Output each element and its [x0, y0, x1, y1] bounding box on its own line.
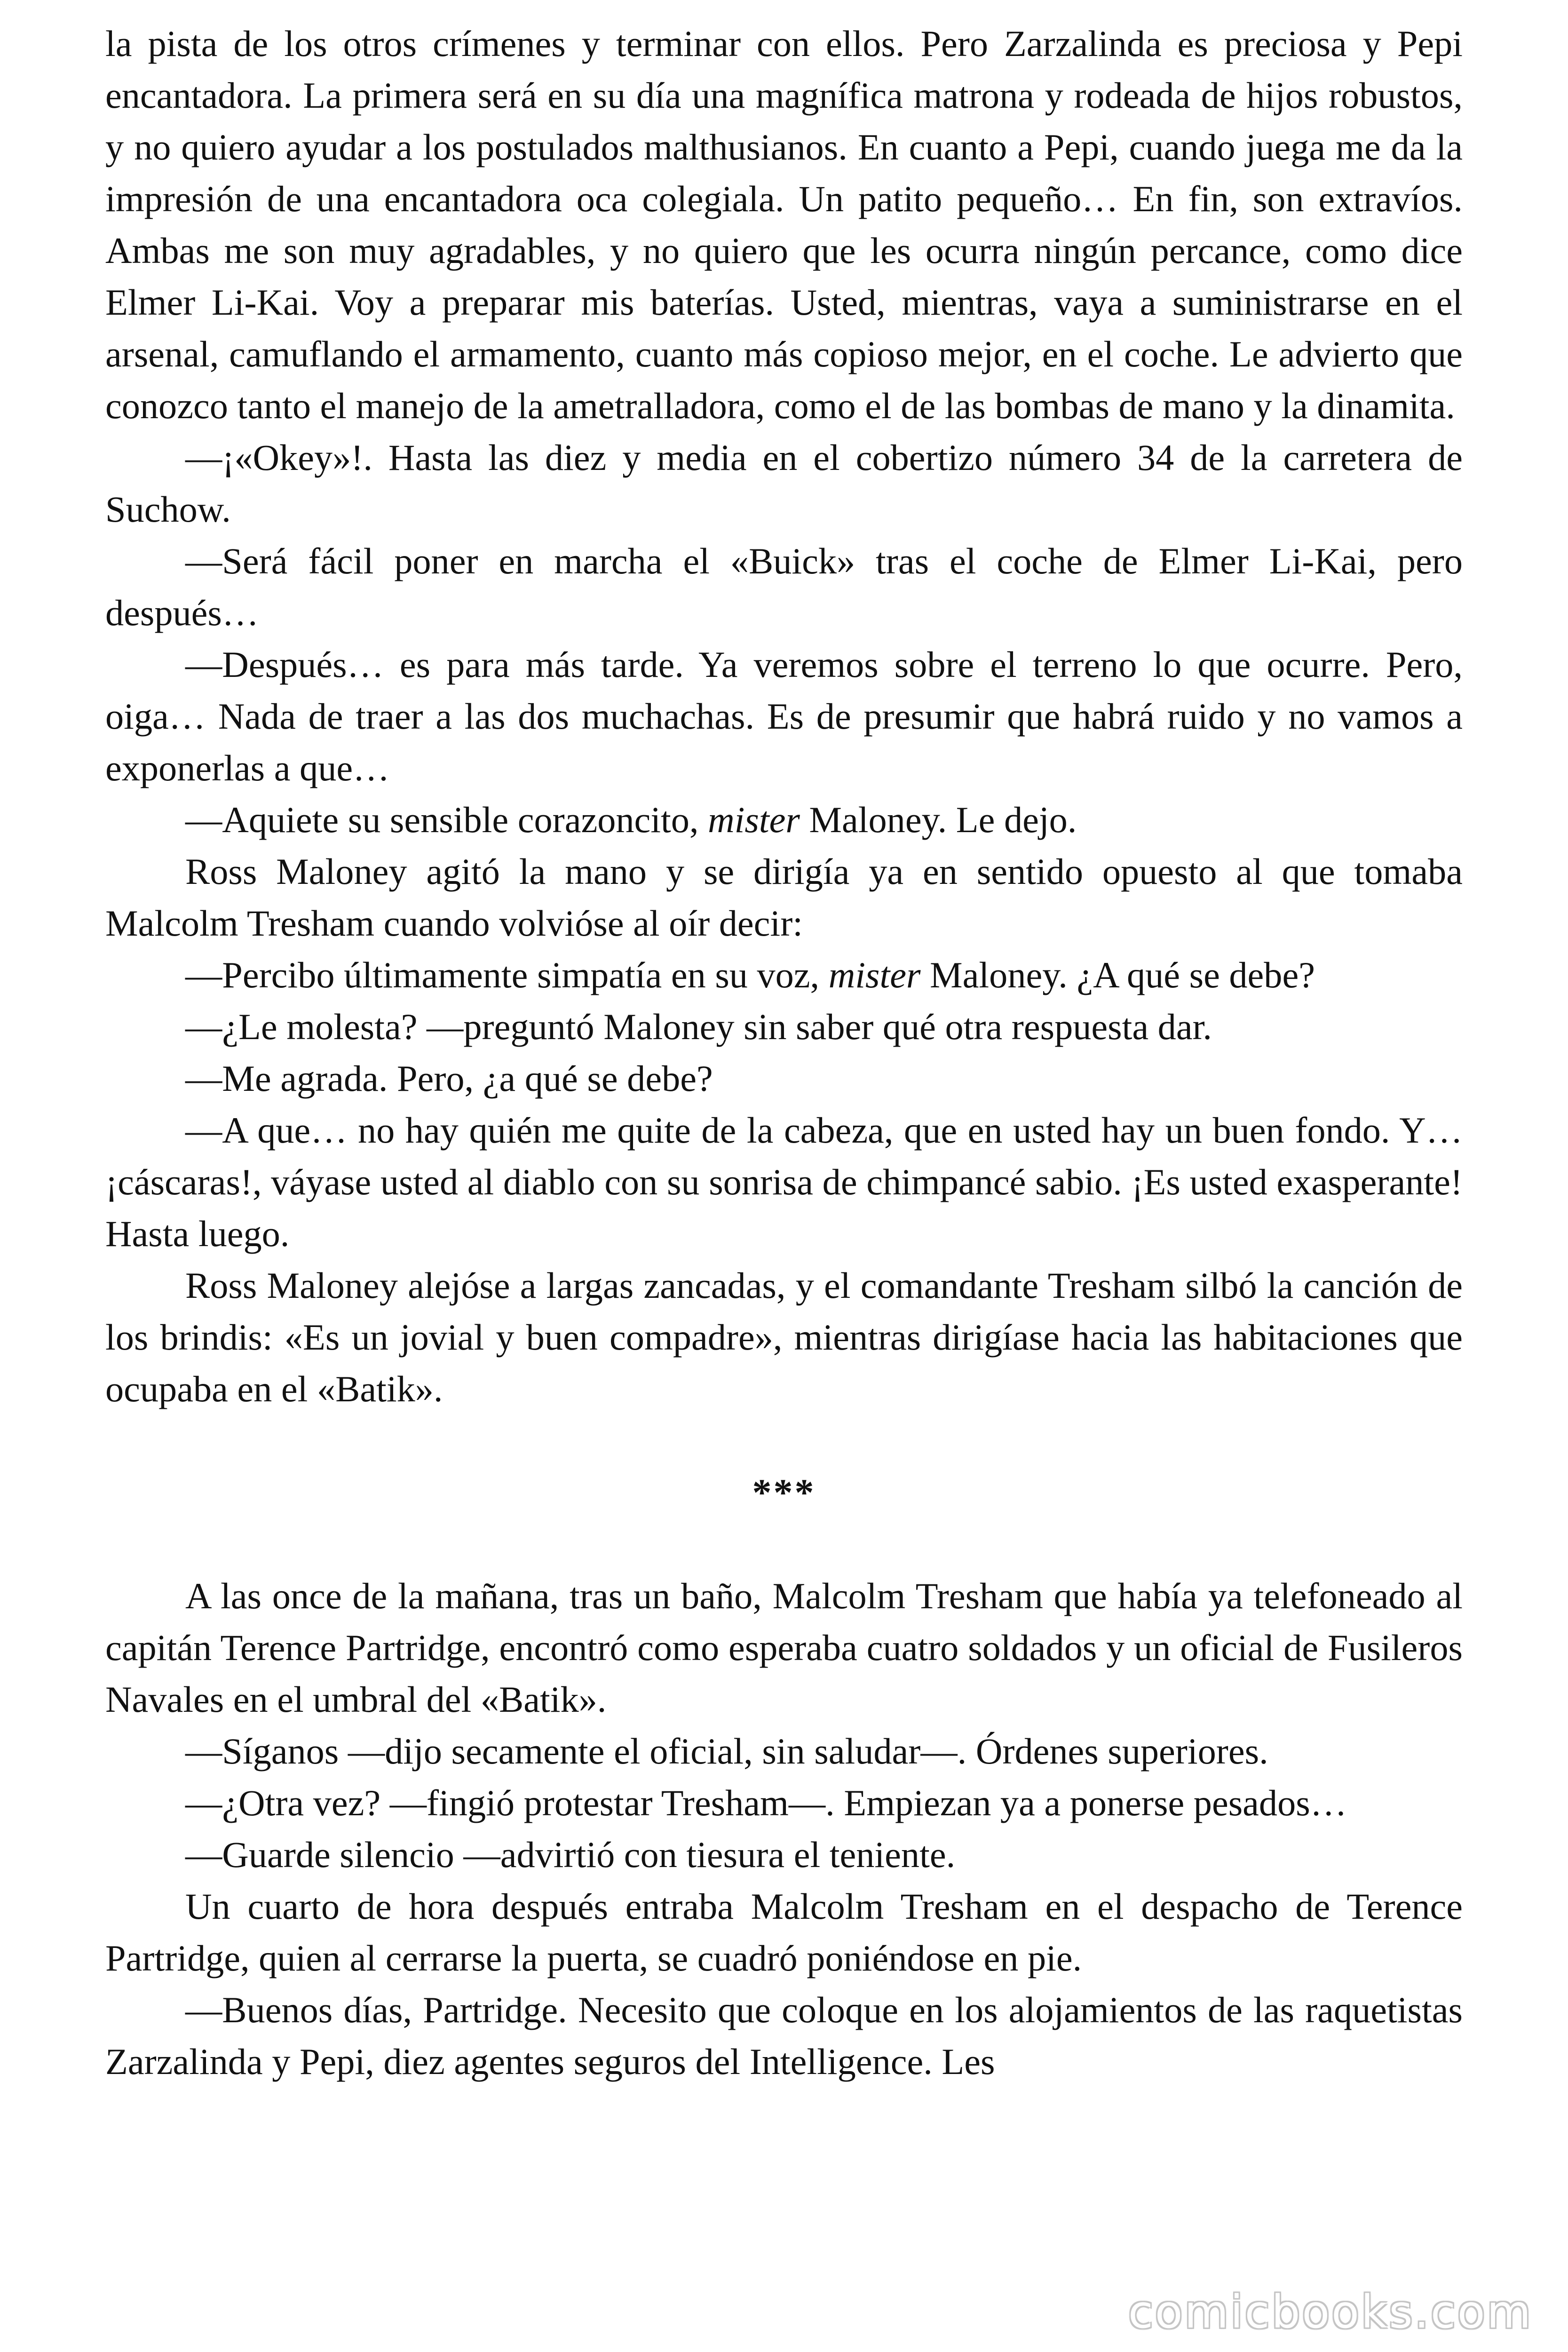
text-run: —Después… es para más tarde. Ya veremos sobre el terreno lo que ocurre. Pero, oiga… Nada de traer a las dos muchachas. Es de presumir que habrá ruido y no vamos a exponerlas a que…	[105, 644, 1463, 788]
text-run: —Percibo últimamente simpatía en su voz,	[185, 954, 829, 995]
text-run: Ross Maloney alejóse a largas zancadas, y el comandante Tresham silbó la canción de los brindis: «Es un jovial y buen compadre», mientras dirigíase hacia las habitaciones que ocupaba en el «Batik».	[105, 1265, 1463, 1409]
text-run: —Buenos días, Partridge. Necesito que coloque en los alojamientos de las raquetistas Zarzalinda y Pepi, diez agentes seguros del Intelligence. Les	[105, 1989, 1463, 2082]
italic-word: mister	[828, 954, 921, 995]
dialogue-paragraph	[105, 1777, 1463, 1829]
text-run: —Síganos —dijo secamente el oficial, sin saludar—. Órdenes superiores.	[185, 1731, 1268, 1772]
text-run: —¿Le molesta? —preguntó Maloney sin saber qué otra respuesta dar.	[185, 1006, 1212, 1047]
text-run: —Será fácil poner en marcha el «Buick» tras el coche de Elmer Li-Kai, pero después…	[105, 540, 1463, 633]
dialogue-paragraph	[105, 794, 1463, 846]
text-run: ***	[752, 1471, 816, 1514]
text-run: A las once de la mañana, tras un baño, Malcolm Tresham que había ya telefoneado al capitán Terence Partridge, encontró como esperaba cuatro soldados y un oficial de Fusileros Navales en el umbral del «Batik».	[105, 1575, 1463, 1720]
text-run: Maloney. ¿A qué se debe?	[920, 954, 1315, 995]
text-run: —A que… no hay quién me quite de la cabeza, que en usted hay un buen fondo. Y… ¡cáscaras!, váyase usted al diablo con su sonrisa de chimpancé sabio. ¡Es usted exasperante! Hasta luego.	[105, 1110, 1463, 1254]
narration-paragraph	[105, 1570, 1463, 1725]
text-run: Maloney. Le dejo.	[800, 799, 1077, 840]
narration-paragraph	[105, 1260, 1463, 1415]
dialogue-paragraph	[105, 949, 1463, 1001]
site-watermark: comicbooks.com	[1128, 2286, 1533, 2338]
dialogue-paragraph	[105, 1053, 1463, 1104]
text-run: la pista de los otros crímenes y terminar con ellos. Pero Zarzalinda es preciosa y Pepi encantadora. La primera será en su día una magnífica matrona y rodeada de hijos robustos, y no quiero ayudar a los postulados malthusianos. En cuanto a Pepi, cuando juega me da la impresión de una encantadora oca colegiala. Un patito pequeño… En fin, son extravíos. Ambas me son muy agradables, y no quiero que les ocurra ningún percance, como dice Elmer Li-Kai. Voy a preparar mis baterías. Usted, mientras, vaya a suministrarse en el arsenal, camuflando el armamento, cuanto más copioso mejor, en el coche. Le advierto que conozco tanto el manejo de la ametralladora, como el de las bombas de mano y la dinamita.	[105, 23, 1463, 426]
text-run: —Aquiete su sensible corazoncito,	[185, 799, 708, 840]
text-run: —¡«Okey»!. Hasta las diez y media en el cobertizo número 34 de la carretera de Suchow.	[105, 437, 1463, 530]
dialogue-paragraph	[105, 1104, 1463, 1260]
dialogue-paragraph	[105, 639, 1463, 794]
dialogue-paragraph	[105, 1001, 1463, 1053]
text-run: Un cuarto de hora después entraba Malcolm Tresham en el despacho de Terence Partridge, quien al cerrarse la puerta, se cuadró poniéndose en pie.	[105, 1886, 1463, 1979]
dialogue-paragraph	[105, 1829, 1463, 1881]
text-run: —Guarde silencio —advirtió con tiesura el teniente.	[185, 1834, 956, 1875]
dialogue-paragraph	[105, 1725, 1463, 1777]
text-run: Ross Maloney agitó la mano y se dirigía ya en sentido opuesto al que tomaba Malcolm Tresham cuando volvióse al oír decir:	[105, 851, 1463, 944]
section-separator	[105, 1415, 1463, 1570]
continued-paragraph	[105, 18, 1463, 432]
italic-word: mister	[708, 799, 800, 840]
narration-paragraph	[105, 1881, 1463, 1984]
narration-paragraph	[105, 846, 1463, 949]
dialogue-paragraph	[105, 535, 1463, 639]
text-run: —¿Otra vez? —fingió protestar Tresham—. Empiezan ya a ponerse pesados…	[185, 1782, 1347, 1823]
book-page	[105, 18, 1463, 2323]
dialogue-paragraph	[105, 432, 1463, 535]
page-text	[105, 18, 1463, 2088]
text-run: —Me agrada. Pero, ¿a qué se debe?	[185, 1058, 713, 1099]
dialogue-paragraph	[105, 1984, 1463, 2088]
